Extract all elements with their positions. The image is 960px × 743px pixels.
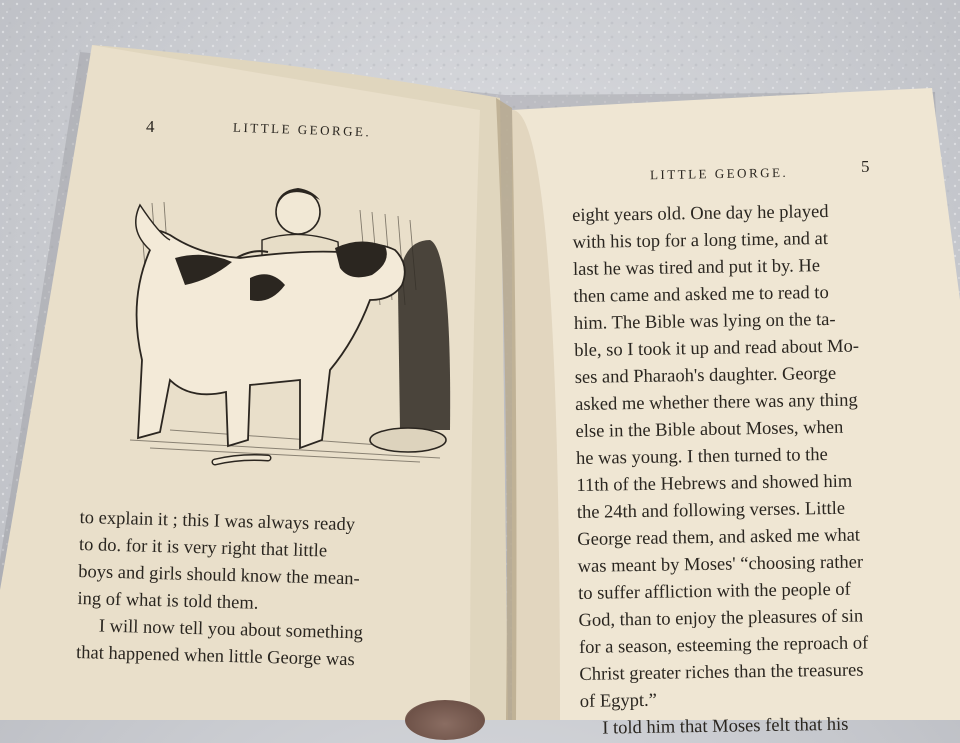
right-running-head: LITTLE GEORGE. [649, 164, 789, 183]
text-line: 11th of the Hebrews and showed him [576, 471, 853, 496]
left-page-number: 4 [146, 117, 155, 136]
text-line: the 24th and following verses. Little [576, 498, 846, 523]
text-line: Christ greater riches than the treasures [579, 660, 864, 685]
text-line: with his top for a long time, and at [572, 228, 829, 253]
thumb-holding-book [405, 700, 485, 740]
text-line: that happened when little George was [75, 642, 355, 671]
left-page-text [76, 505, 366, 674]
left-running-head: LITTLE GEORGE. [232, 119, 372, 140]
text-line: ses and Pharaoh's daughter. George [574, 363, 837, 388]
text-line: else in the Bible about Moses, when [575, 417, 844, 442]
text-line: to suffer affliction with the people of [577, 579, 851, 604]
text-line: God, than to enjoy the pleasures of sin [578, 606, 864, 631]
text-line: I will now tell you about something [98, 616, 364, 644]
text-line: he was young. I then turned to the [575, 445, 828, 469]
text-line: then came and asked me to read to [573, 282, 829, 307]
text-line: to explain it ; this I was always ready [79, 507, 356, 536]
text-line: last he was tired and put it by. He [572, 256, 821, 280]
text-line: asked me whether there was any thing [575, 390, 858, 415]
right-page-text [572, 198, 870, 742]
text-line: of Egypt.” [579, 690, 658, 712]
text-line: ing of what is told them. [77, 588, 259, 614]
text-line: George read them, and asked me what [577, 525, 861, 550]
text-line: ble, so I took it up and read about Mo- [574, 336, 860, 361]
text-line: him. The Bible was lying on the ta- [573, 309, 836, 334]
text-line: was meant by Moses' “choosing rather [577, 552, 864, 577]
text-line: for a season, esteeming the reproach of [578, 633, 869, 658]
text-line: I told him that Moses felt that his [602, 714, 849, 739]
text-line: boys and girls should know the mean- [77, 561, 360, 590]
right-page-number: 5 [861, 157, 870, 176]
text-line: eight years old. One day he played [572, 201, 829, 226]
text-line: to do. for it is very right that little [78, 534, 328, 562]
